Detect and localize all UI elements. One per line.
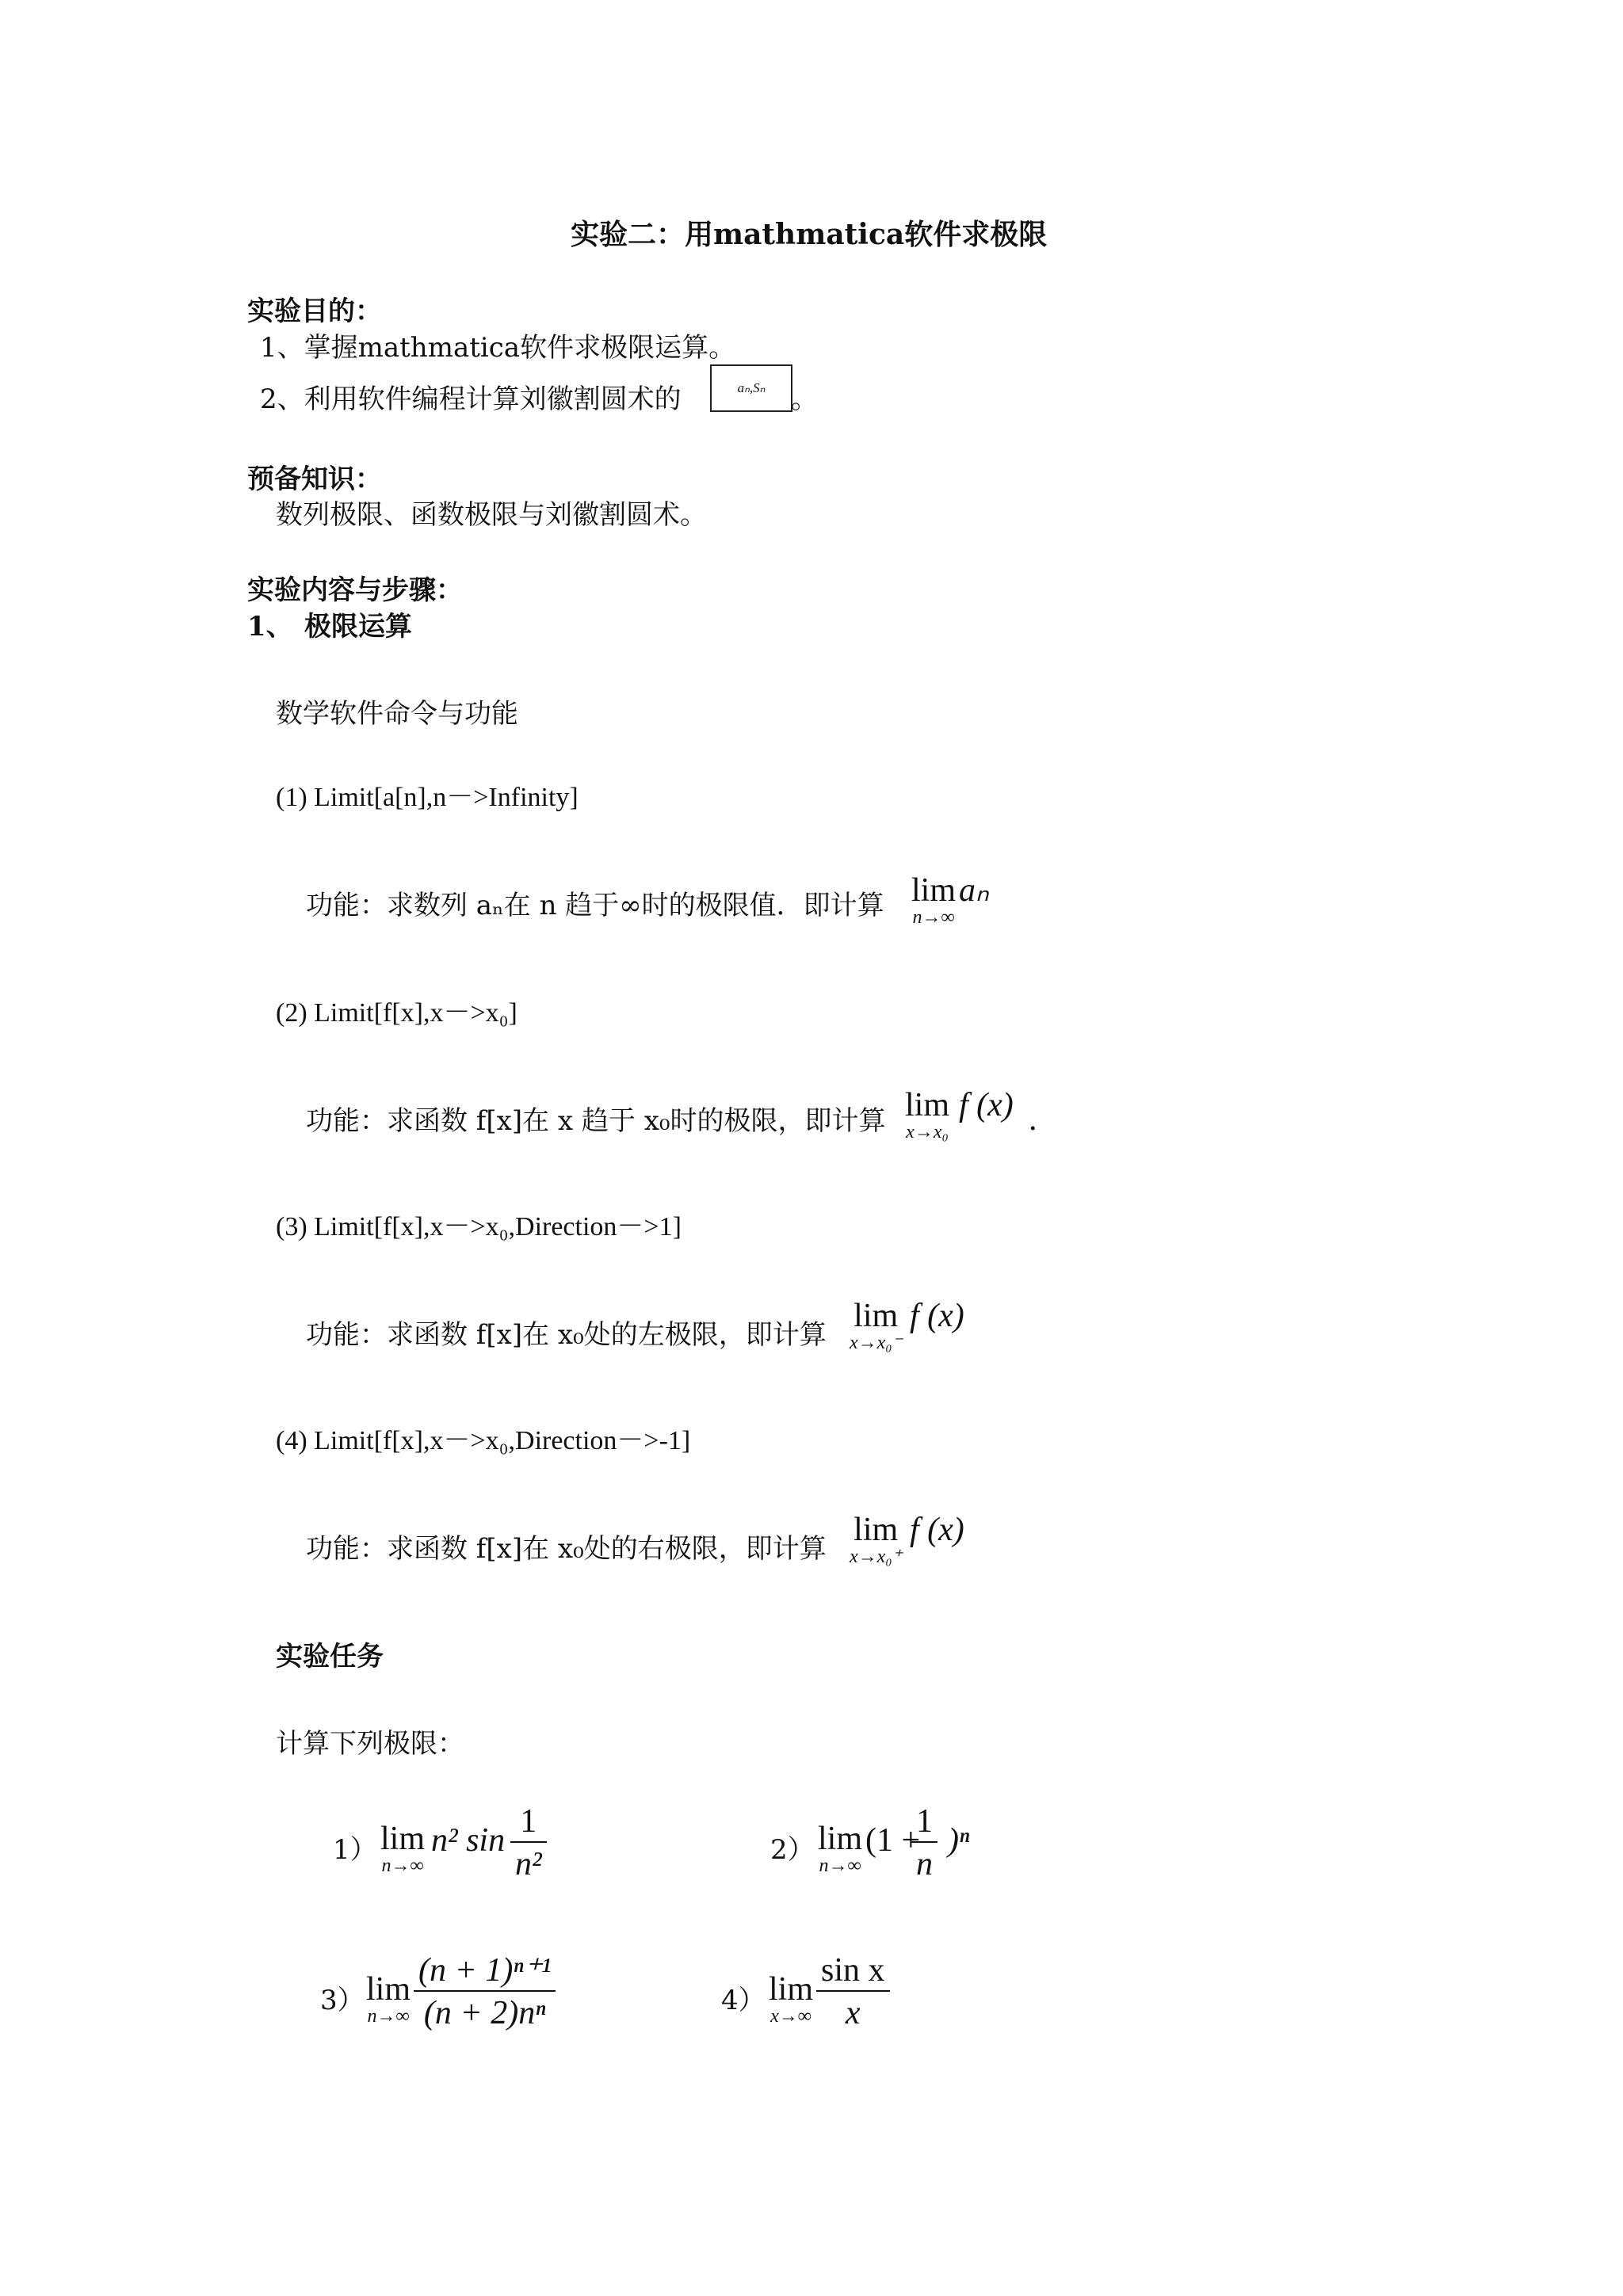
lim-subscript: x→∞ bbox=[770, 2006, 812, 2027]
function-f-x: f (x) bbox=[959, 1087, 1014, 1123]
purpose-item-1: 1、掌握mathmatica软件求极限运算。 bbox=[260, 332, 736, 364]
lim-subscript: n→∞ bbox=[819, 1855, 861, 1876]
purpose-item-2-text: 2、利用软件编程计算刘徽割圆术的 bbox=[260, 383, 682, 415]
lim-word: lim bbox=[905, 1087, 950, 1123]
purpose-heading: 实验目的： bbox=[247, 296, 382, 327]
purpose-formula-box: aₙ,Sₙ bbox=[710, 364, 792, 412]
fraction-numerator: 1 bbox=[510, 1805, 547, 1843]
lim-subscript: x→x₀ bbox=[906, 1122, 949, 1142]
function-f-x: f (x) bbox=[910, 1512, 964, 1548]
task-intro: 计算下列极限： bbox=[276, 1728, 464, 1760]
lim-word: lim bbox=[854, 1298, 899, 1334]
lim-subscript: x→x₀⁻ bbox=[850, 1333, 903, 1353]
problem-1-limit bbox=[380, 1822, 425, 1876]
command-4-function: 功能：求函数 f[x]在 x₀处的右极限，即计算 bbox=[306, 1533, 827, 1565]
problem-3-fraction bbox=[414, 1954, 556, 2030]
problem-2-tail: )ⁿ bbox=[948, 1822, 970, 1859]
problem-4-limit bbox=[769, 1973, 813, 2027]
lim-word: lim bbox=[818, 1821, 863, 1857]
problem-2-limit bbox=[818, 1822, 862, 1876]
command-1-function: 功能：求数列 aₙ在 n 趋于∞时的极限值．即计算 bbox=[306, 890, 884, 921]
lim-word: lim bbox=[380, 1821, 426, 1857]
command-4: (4) Limit[f[x],x－>x₀,Direction－>-1] bbox=[276, 1426, 691, 1455]
fraction-numerator: 1 bbox=[911, 1805, 938, 1843]
problem-4-label: 4） bbox=[721, 1985, 766, 2016]
prep-heading: 预备知识： bbox=[247, 463, 382, 495]
fraction-denominator: n bbox=[916, 1846, 933, 1882]
fraction-denominator: n² bbox=[515, 1846, 542, 1882]
command-1: (1) Limit[a[n],n－>Infinity] bbox=[276, 783, 579, 812]
page-title: 实验二：用mathmatica软件求极限 bbox=[571, 218, 1048, 251]
lim-word: lim bbox=[366, 1971, 411, 2008]
problem-1-label: 1） bbox=[333, 1834, 377, 1866]
lim-subscript: n→∞ bbox=[381, 1855, 424, 1876]
lim-subscript: x→x₀⁺ bbox=[850, 1547, 903, 1567]
command-2: (2) Limit[f[x],x－>x₀] bbox=[276, 998, 517, 1028]
content-heading: 实验内容与步骤： bbox=[247, 574, 463, 606]
section-number: 1、 bbox=[247, 611, 293, 643]
command-3-function: 功能：求函数 f[x]在 x₀处的左极限，即计算 bbox=[306, 1319, 827, 1351]
purpose-item-2 bbox=[260, 383, 682, 415]
command-3: (3) Limit[f[x],x－>x₀,Direction－>1] bbox=[276, 1212, 682, 1241]
section-title: 极限运算 bbox=[304, 611, 412, 643]
problem-2-body: (1 + bbox=[865, 1822, 921, 1859]
command-2-function: 功能：求函数 f[x]在 x 趋于 x₀时的极限，即计算 bbox=[306, 1105, 886, 1137]
problem-3-label: 3） bbox=[320, 1985, 365, 2016]
fraction-numerator: (n + 1)ⁿ⁺¹ bbox=[414, 1954, 556, 1992]
lim-word: lim bbox=[911, 872, 957, 909]
problem-2-label: 2） bbox=[770, 1834, 815, 1866]
problem-2-fraction bbox=[911, 1805, 938, 1881]
task-heading: 实验任务 bbox=[276, 1641, 384, 1672]
fraction-denominator: (n + 2)nⁿ bbox=[423, 1995, 546, 2031]
problem-1-fraction bbox=[510, 1805, 547, 1881]
purpose-item-2-end: 。 bbox=[791, 383, 818, 415]
limit-notation-1 bbox=[911, 874, 956, 928]
lim-word: lim bbox=[854, 1512, 899, 1548]
lim-word: lim bbox=[769, 1971, 814, 2008]
function-f-x: f (x) bbox=[910, 1298, 964, 1334]
problem-1-body: n² sin bbox=[431, 1822, 506, 1859]
prep-text: 数列极限、函数极限与刘徽割圆术。 bbox=[276, 499, 707, 531]
commands-intro: 数学软件命令与功能 bbox=[276, 698, 518, 730]
sequence-a-n: aₙ bbox=[959, 872, 989, 909]
problem-4-fraction bbox=[816, 1954, 890, 2030]
fraction-numerator: sin x bbox=[816, 1954, 890, 1992]
limit-notation-4 bbox=[850, 1513, 902, 1567]
lim-subscript: n→∞ bbox=[912, 907, 955, 928]
lim-subscript: n→∞ bbox=[367, 2006, 410, 2027]
fraction-denominator: x bbox=[845, 1995, 861, 2031]
limit-notation-3 bbox=[850, 1299, 902, 1353]
problem-3-limit bbox=[366, 1973, 411, 2027]
formula-period: . bbox=[1029, 1101, 1037, 1138]
limit-notation-2 bbox=[905, 1089, 949, 1142]
